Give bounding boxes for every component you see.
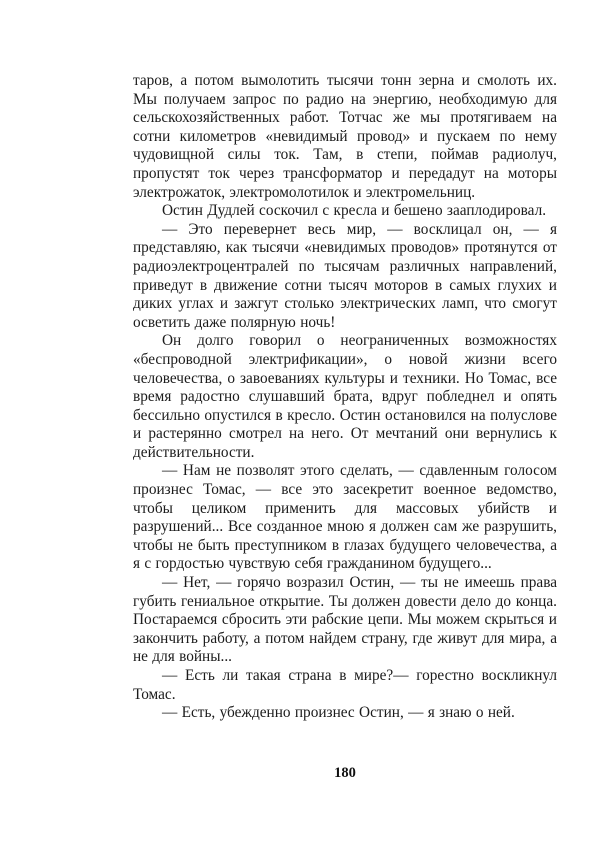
page-number: 180 xyxy=(334,765,356,781)
paragraph-5: — Нам не позволят этого сделать, — сдавленным голосом произнес Томас, — все это засекретит военное ведомство, чтобы целиком применить для массовых убийств и разрушений... Все созданное мною я должен сам же разрушить, чтобы не быть преступником в глазах будущего человечества, а я с гордостью чувствую себя гражданином будущего... xyxy=(133,462,557,573)
paragraph-1: таров, а потом вымолотить тысячи тонн зерна и смолоть их. Мы получаем запрос по радио на энергию, необходимую для сельскохозяйственных работ. Тотчас же мы протягиваем на сотни километров «невидимый провод» и пускаем по нему чудовищной силы ток. Там, в степи, поймав радиолуч, пропустят ток через трансформатор и передадут на моторы электрожаток, электромолотилок и электромельниц. xyxy=(133,72,557,201)
paragraph-4: Он долго говорил о неограниченных возможностях «беспроводной электрификации», о новой жизни всего человечества, о завоеваниях культуры и техники. Но Томас, все время радостно слушавший брата, вдруг побледнел и опять бессильно опустился в кресло. Остин остановился на полуслове и растерянно смотрел на него. От мечтаний они вернулись к действительности. xyxy=(133,332,557,461)
paragraph-8: — Есть, убежденно произнес Остин, — я знаю о ней. xyxy=(162,704,515,722)
paragraph-6: — Нет, — горячо возразил Остин, — ты не имеешь права губить гениальное открытие. Ты должен довести дело до конца. Постараемся сбросить эти рабские цепи. Мы можем скрыться и закончить работу, а потом найдем страну, где живут для мира, а не для войны... xyxy=(133,574,557,666)
page-text xyxy=(133,72,557,723)
paragraph-2: Остин Дудлей соскочил с кресла и бешено зааплодировал. xyxy=(162,202,547,220)
paragraph-7: — Есть ли такая страна в мире?— горестно воскликнул Томас. xyxy=(133,667,557,703)
paragraph-3: — Это перевернет весь мир, — восклицал он, — я представляю, как тысячи «невидимых проводов» протянутся от радиоэлектроцентралей по тысячам различных направлений, приведут в движение сотни тысяч моторов в самых глухих и диких углах и зажгут столько электрических ламп, что смогут осветить даже полярную ночь! xyxy=(133,220,557,331)
